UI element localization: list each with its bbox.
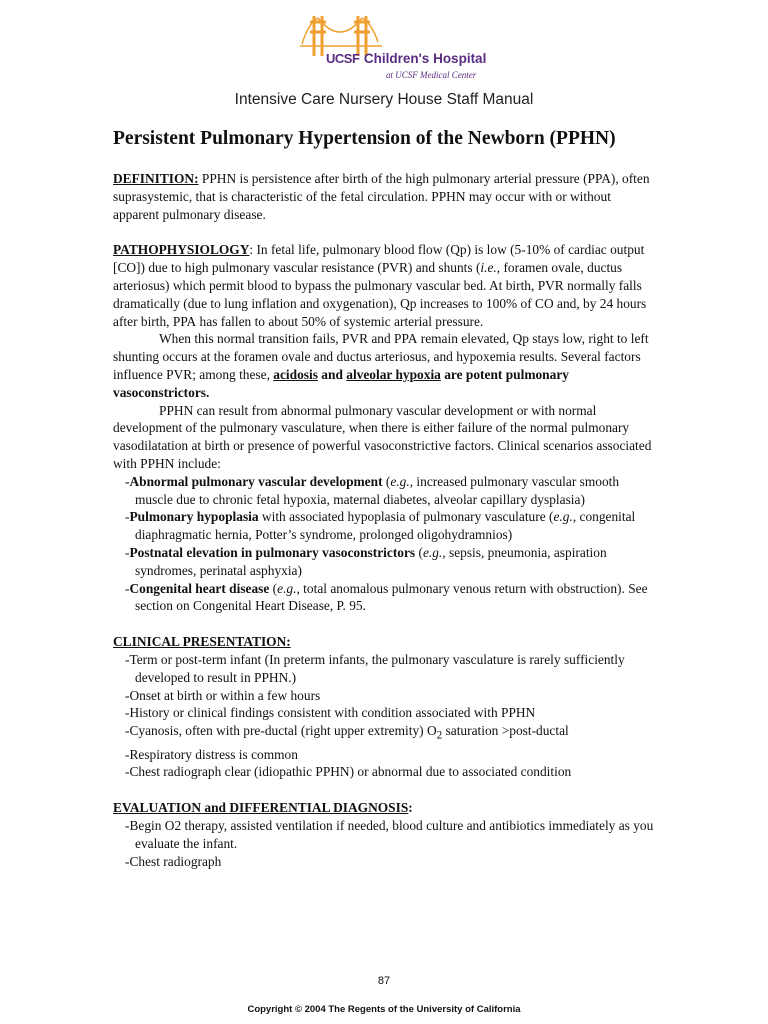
definition-paragraph [113,170,658,223]
document-body [113,170,658,870]
scenario-title: Congenital heart disease [129,580,270,596]
scenario-item [113,580,658,616]
logo-subtitle: at UCSF Medical Center [386,70,477,80]
cyanosis-text: -Cyanosis, often with pre-ductal (right upper extremity) O [125,723,437,739]
clinical-item: -Term or post-term infant (In preterm infants, the pulmonary vasculature is rarely sufficiently developed to result in PPHN.) [125,651,625,685]
clinical-item: -History or clinical findings consistent with condition associated with PPHN [125,705,536,721]
page-title: Persistent Pulmonary Hypertension of the Newborn (PPHN) [113,128,616,149]
clinical-item: -Respiratory distress is common [125,746,298,762]
evaluation-item: -Chest radiograph [125,853,222,869]
scenario-text: , sepsis, pneumonia, aspiration syndromes, perinatal asphyxia) [135,544,607,578]
logo-wordmark [326,50,486,68]
evaluation-colon: : [408,800,413,816]
o2-subscript: 2 [436,729,443,742]
pathophysiology-text: has fallen to about 50% of systemic arterial pressure. [196,313,484,329]
clinical-item: -Chest radiograph clear (idiopathic PPHN) or abnormal due to associated condition [125,764,572,780]
scenario-text: ( [269,580,278,596]
sub-pa: PA [401,331,418,347]
scenario-text: , increased pulmonary vascular smooth muscle due to chronic fetal hypoxia, maternal diabetes, alveolar capillary dysplasia) [135,473,620,507]
scenario-text: , total anomalous pulmonary venous return with obstruction). See section on Congenital Heart Disease, P. 95. [135,580,648,614]
pathophysiology-text: : In fetal life, pulmonary blood flow (Qp) is low (5-10% of cardiac output [CO]) due to high pulmonary vascular resistance (PVR) and shunts ( [113,242,645,276]
clinical-item-cyanosis [113,722,658,745]
sub-pa: PA [180,313,197,329]
scenario-item [113,473,658,509]
dash: - [125,473,130,489]
pathophysiology-text: When this normal transition fails, PVR and P [159,331,402,347]
acidosis-emphasis: acidosis [273,366,318,382]
clinical-item: -Onset at birth or within a few hours [125,687,321,703]
eg-italic: e.g. [390,473,410,489]
pathophysiology-paragraph-3: PPHN can result from abnormal pulmonary vascular development or with normal development of the pulmonary vasculature, when there is either failure of the normal pulmonary vasodilatation at birth or presence of powerful vasoconstrictive factors. Clinical scenarios associated with PPHN include: [113,402,652,471]
eg-italic: e.g. [422,544,443,560]
pathophysiology-heading: PATHOPHYSIOLOGY [113,242,250,258]
scenario-text: , congenital diaphragmatic hernia, Potter’s syndrome, prolonged oligohydramnios) [135,509,636,543]
scenario-title: Abnormal pulmonary vascular development [129,473,383,489]
pathophysiology-text: , foramen ovale, ductus arteriosus) which permit blood to bypass the pulmonary vascular bed. At birth, PVR normally falls dramatically (due to lung inflation and oxygenation), Qp increases to 100% of CO and, by 24 hours after birth, P [113,260,647,329]
pathophysiology-paragraph-1 [113,241,658,330]
ucsf-childrens-hospital-logo [300,12,487,80]
copyright-notice: Copyright © 2004 The Regents of the University of California [247,1004,521,1015]
scenario-text: with associated hypoplasia of pulmonary vasculature ( [258,509,554,525]
eg-italic: e.g. [553,509,573,525]
clinical-heading: CLINICAL PRESENTATION: [113,634,291,650]
scenario-title: Postnatal elevation in pulmonary vasoconstrictors [129,544,416,560]
evaluation-heading: EVALUATION and DIFFERENTIAL DIAGNOSIS [113,800,409,816]
logo-ucsf: UCSF [326,51,360,66]
scenario-text: ( [415,544,423,560]
definition-text-2: ), often suprasystemic, that is characteristic of the fetal circulation. PPHN may occur with or without apparent pulmonary disease. [113,171,650,222]
dash: - [125,509,130,525]
cyanosis-text: saturation >post-ductal [442,723,569,739]
scenario-item [113,508,658,544]
manual-title: Intensive Care Nursery House Staff Manual [234,91,534,108]
definition-sub-pa: PA [594,171,611,186]
definition-heading: DEFINITION: [113,171,199,186]
and-bold: and [317,366,347,382]
eg-italic: e.g. [277,580,297,596]
page-number: 87 [377,975,391,987]
clinical-presentation-heading [113,633,658,651]
scenario-title: Pulmonary hypoplasia [129,509,259,525]
ie-italic: i.e. [480,260,497,276]
scenario-text: ( [382,473,391,489]
dash: - [125,544,130,560]
logo-hospital-name: Children's Hospital [363,51,487,66]
definition-text-1: PPHN is persistence after birth of the high pulmonary arterial pressure (P [198,171,595,186]
evaluation-heading-line [113,799,658,817]
scenario-item [113,544,658,580]
alveolar-hypoxia-emphasis: alveolar hypoxia [346,366,441,382]
evaluation-item: -Begin O2 therapy, assisted ventilation if needed, blood culture and antibiotics immediately as you evaluate the infant. [125,817,654,851]
dash: - [125,580,130,596]
vasoconstrictors-bold: are potent pulmonary vasoconstrictors. [113,366,569,400]
pathophysiology-paragraph-2 [113,330,658,401]
pathophysiology-text: remain elevated, Qp stays low, right to left shunting occurs at the foramen ovale and ductus arteriosus, and hypoxemia results. Several factors influence PVR; among these, [113,331,649,382]
